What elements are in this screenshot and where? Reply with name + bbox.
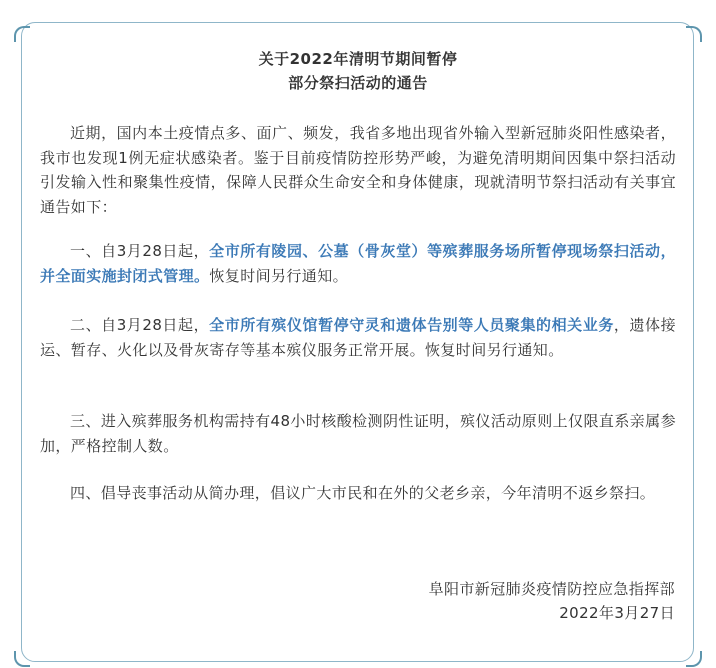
item-1-prefix: 一、自3月28日起， (70, 242, 210, 260)
frame-corner-bottom-right (686, 651, 702, 667)
item-3-paragraph: 三、进入殡葬服务机构需持有48小时核酸检测阴性证明，殡仪活动原则上仅限直系亲属参加，严格控制人数。 (40, 412, 676, 455)
frame-corner-bottom-left (14, 651, 30, 667)
issuer-name: 阜阳市新冠肺炎疫情防控应急指挥部 (428, 580, 675, 598)
item-2-paragraph (40, 313, 676, 362)
notice-title-line-1: 关于2022年清明节期间暂停 (258, 50, 458, 68)
issue-date: 2022年3月27日 (559, 604, 675, 622)
item-1-highlight: 全市所有陵园、公墓（骨灰堂）等殡葬服务场所暂停现场祭扫活动，并全面实施封闭式管理。 (40, 242, 676, 285)
item-2-highlight: 全市所有殡仪馆暂停守灵和遗体告别等人员聚集的相关业务 (209, 316, 614, 334)
item-2-suffix: ，遗体接运、暂存、火化以及骨灰寄存等基本殡仪服务正常开展。恢复时间另行通知。 (40, 316, 676, 359)
frame-corner-top-right (686, 26, 702, 42)
item-1-paragraph (40, 239, 676, 288)
item-4-paragraph: 四、倡导丧事活动从简办理，倡议广大市民和在外的父老乡亲，今年清明不返乡祭扫。 (70, 484, 656, 502)
frame-corner-top-left (14, 26, 30, 42)
item-2-prefix: 二、自3月28日起， (70, 316, 210, 334)
item-1-suffix: 恢复时间另行通知。 (209, 266, 349, 285)
notice-title-line-2: 部分祭扫活动的通告 (288, 74, 428, 92)
intro-paragraph: 近期，国内本土疫情点多、面广、频发，我省多地出现省外输入型新冠肺炎阳性感染者，我市也发现1例无症状感染者。鉴于目前疫情防控形势严峻，为避免清明期间因集中祭扫活动引发输入性和聚集性疫情，保障人民群众生命安全和身体健康，现就清明节祭扫活动有关事宜通告如下： (40, 124, 676, 216)
